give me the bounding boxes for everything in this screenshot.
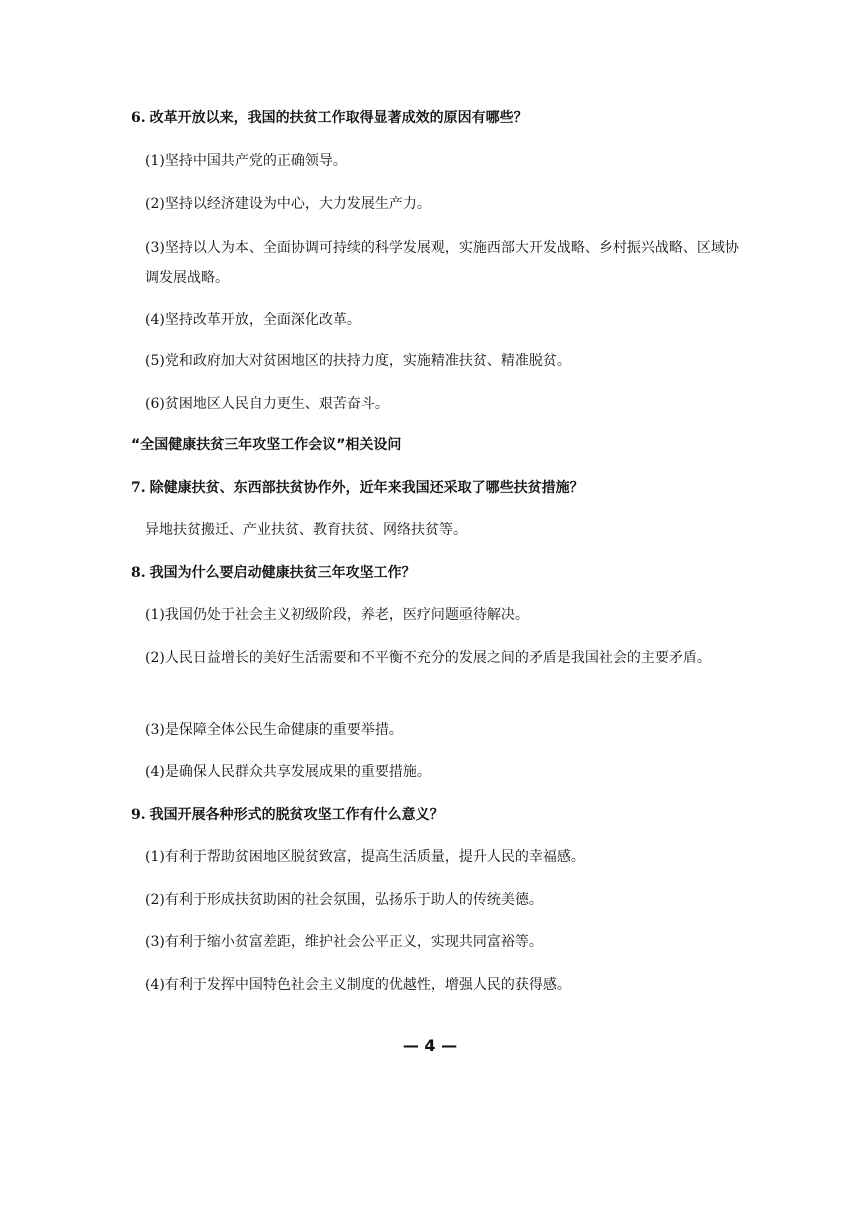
question-8-heading (131, 563, 416, 583)
answer-item: (3)坚持以人为本、全面协调可持续的科学发展观，实施西部大开发战略、乡村振兴战略、区域协调发展战略。 (145, 240, 739, 286)
answer-item: (2)有利于形成扶贫助困的社会氛围，弘扬乐于助人的传统美德。 (145, 892, 543, 908)
question-number: 9. (131, 807, 146, 823)
question-number: 8. (131, 565, 146, 581)
section-heading: “全国健康扶贫三年攻坚工作会议”相关设问 (131, 437, 402, 453)
answer-item: (3)有利于缩小贫富差距，维护社会公平正义，实现共同富裕等。 (145, 934, 543, 950)
answer-item: (4)坚持改革开放，全面深化改革。 (145, 312, 361, 328)
question-number: 7. (131, 480, 146, 496)
page-number: — 4 — (402, 1036, 458, 1055)
question-7-heading (131, 478, 584, 498)
question-text: 除健康扶贫、东西部扶贫协作外，近年来我国还采取了哪些扶贫措施？ (149, 480, 584, 496)
answer-item: 异地扶贫搬迁、产业扶贫、教育扶贫、网络扶贫等。 (145, 522, 467, 538)
question-6-heading (131, 108, 528, 128)
answer-item: (5)党和政府加大对贫困地区的扶持力度，实施精准扶贫、精准脱贫。 (145, 353, 571, 369)
answer-item: (2)坚持以经济建设为中心，大力发展生产力。 (145, 196, 431, 212)
question-text: 改革开放以来，我国的扶贫工作取得显著成效的原因有哪些？ (149, 110, 528, 126)
answer-item: (2)人民日益增长的美好生活需要和不平衡不充分的发展之间的矛盾是我国社会的主要矛盾。 (145, 650, 711, 666)
question-9-heading (131, 805, 444, 825)
answer-item: (4)有利于发挥中国特色社会主义制度的优越性，增强人民的获得感。 (145, 977, 571, 993)
answer-item: (4)是确保人民群众共享发展成果的重要措施。 (145, 764, 431, 780)
question-text: 我国为什么要启动健康扶贫三年攻坚工作？ (149, 565, 416, 581)
answer-item: (1)有利于帮助贫困地区脱贫致富，提高生活质量，提升人民的幸福感。 (145, 849, 585, 865)
question-number: 6. (131, 110, 146, 126)
question-text: 我国开展各种形式的脱贫攻坚工作有什么意义？ (149, 807, 444, 823)
answer-item: (6)贫困地区人民自力更生、艰苦奋斗。 (145, 396, 389, 412)
answer-item: (1)坚持中国共产党的正确领导。 (145, 153, 347, 169)
answer-item: (1)我国仍处于社会主义初级阶段，养老，医疗问题亟待解决。 (145, 607, 529, 623)
answer-item: (3)是保障全体公民生命健康的重要举措。 (145, 722, 403, 738)
